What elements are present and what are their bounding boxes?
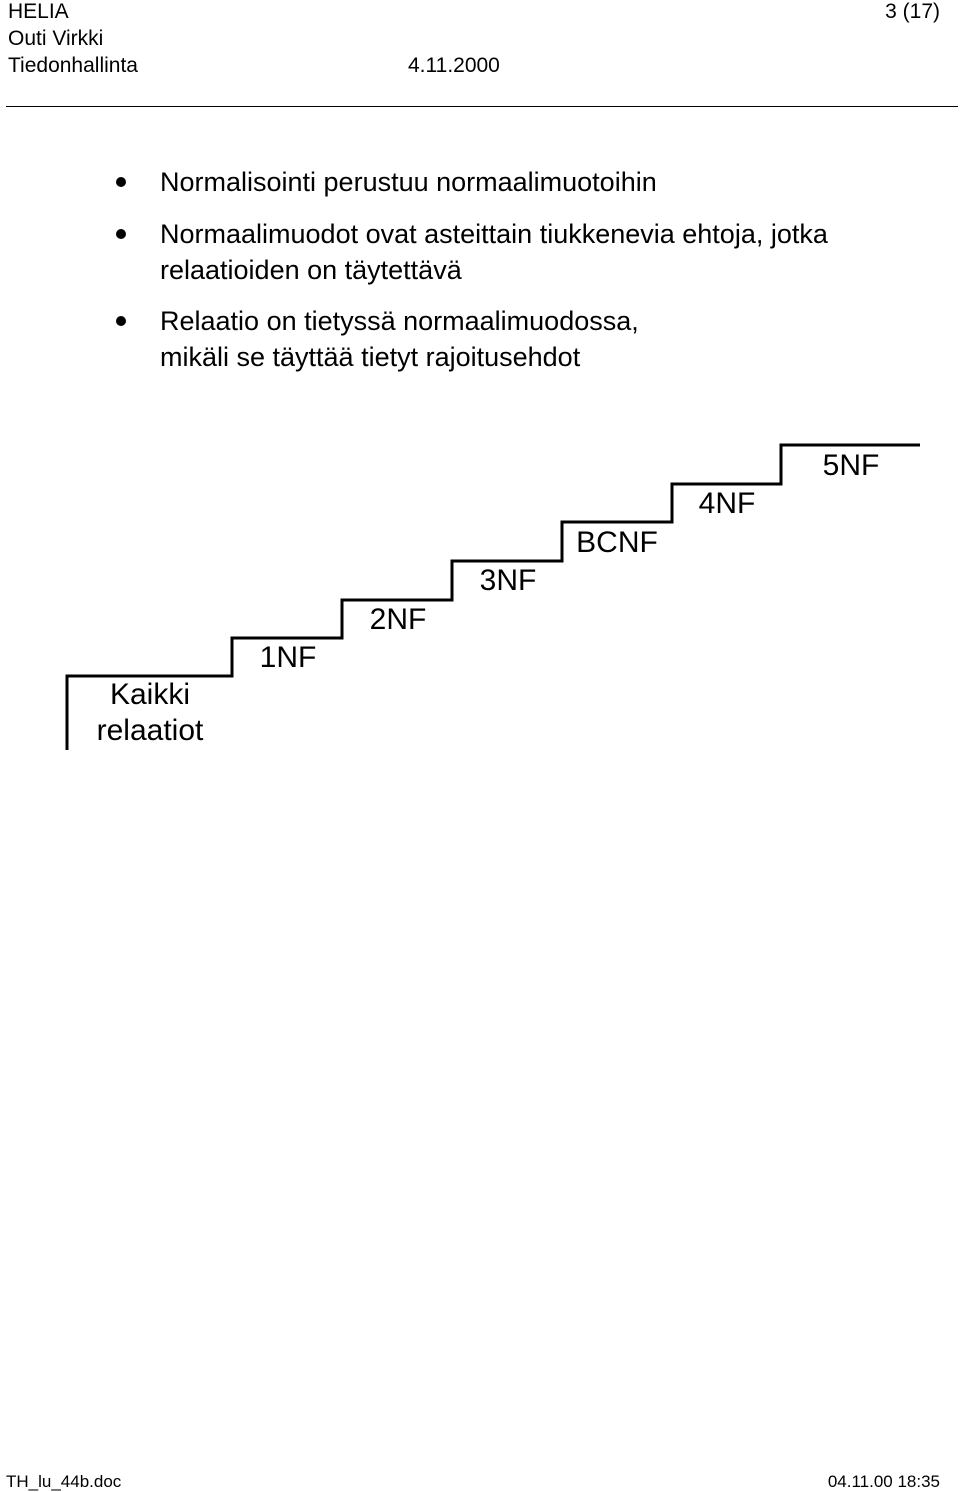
bullet-dot-icon bbox=[116, 177, 126, 187]
header-page-number: 3 (17) bbox=[885, 0, 940, 23]
footer-timestamp: 04.11.00 18:35 bbox=[827, 1472, 940, 1491]
step-label-2nf: 2NF bbox=[369, 603, 427, 636]
step-label-all-relations bbox=[72, 677, 228, 749]
bullet-dot-icon bbox=[116, 316, 126, 326]
header-author: Outi Virkki bbox=[8, 27, 104, 50]
step-label-4nf: 4NF bbox=[698, 487, 756, 520]
header-date: 4.11.2000 bbox=[408, 54, 500, 77]
header-org: HELIA bbox=[8, 0, 69, 23]
step-label-bcnf: BCNF bbox=[576, 526, 658, 559]
bullet-3-line-2: mikäli se täyttää tietyt rajoitusehdot bbox=[160, 342, 581, 372]
footer-filename: TH_lu_44b.doc bbox=[6, 1472, 122, 1491]
step-label-5nf: 5NF bbox=[822, 449, 880, 482]
header-course: Tiedonhallinta bbox=[8, 54, 138, 77]
bullet-2-line-1: Normaalimuodot ovat asteittain tiukkenevia ehtoja, jotka bbox=[160, 219, 828, 249]
step-label-3nf: 3NF bbox=[479, 564, 537, 597]
step-label-line: relaatiot bbox=[96, 714, 204, 747]
bullet-1-line-1: Normalisointi perustuu normaalimuotoihin bbox=[160, 167, 657, 197]
header-rule bbox=[6, 106, 958, 107]
step-label-line: Kaikki bbox=[109, 678, 191, 711]
bullet-2-line-2: relaatioiden on täytettävä bbox=[160, 255, 462, 285]
step-label-1nf: 1NF bbox=[259, 641, 317, 674]
bullet-dot-icon bbox=[116, 229, 126, 239]
bullet-3-line-1: Relaatio on tietyssä normaalimuodossa, bbox=[160, 306, 639, 336]
